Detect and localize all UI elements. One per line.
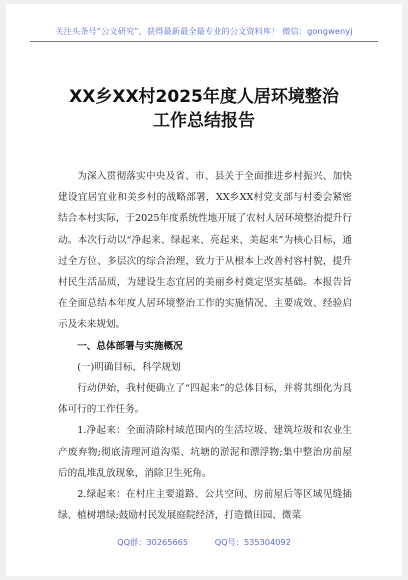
qq-group: QQ群：30265665 — [117, 537, 189, 547]
document-body — [58, 166, 352, 526]
body-paragraph: 行动伊始，我村便确立了“四起来”的总体目标，并将其细化为具体可行的工作任务。 — [58, 383, 352, 416]
document-title: XX乡XX村2025年度人居环境整治工作总结报告 — [69, 87, 339, 131]
subsection-heading: (一)明确目标，科学规划 — [77, 361, 181, 373]
intro-paragraph: 为深入贯彻落实中央及省、市、县关于全面推进乡村振兴、加快建设宜居宜业和美乡村的战略部署，XX乡XX村党支部与村委会紧密结合本村实际，于2025年度系统性地开展了农村人居环境整治提升行动。本次行动以“净起来、绿起来、亮起来、美起来”为核心目标，通过全方位、多层次的综合治理，致力于从根本上改善村容村貌，提升村民生活品质，为建设生态宜居的美丽乡村奠定坚实基础。本报告旨在全面总结本年度人居环境整治工作的实施情况、主要成效、经验启示及未来规划。 — [58, 171, 352, 331]
section-heading: 一、总体部署与实施概况 — [77, 340, 183, 352]
list-item-clean: 1.净起来：全面清除村域范围内的生活垃圾、建筑垃圾和农业生产废弃物;彻底清理河道沟渠、坑塘的淤泥和漂浮物;集中整治房前屋后的乱堆乱放现象，消除卫生死角。 — [58, 425, 352, 479]
contact-footer — [6, 537, 402, 548]
qq-number: QQ号：535304092 — [214, 537, 291, 547]
promo-header: 关注头条号“公文研究”，获得最新最全最专业的公文资料库！ 微信：gongwenyj — [55, 26, 353, 36]
document-page — [6, 4, 402, 576]
header-divider — [30, 41, 378, 42]
list-item-green: 2.绿起来：在村庄主要道路、公共空间、房前屋后等区域见缝插绿、植树增绿;鼓励村民发展庭院经济，打造微田园、微菜 — [58, 489, 352, 522]
